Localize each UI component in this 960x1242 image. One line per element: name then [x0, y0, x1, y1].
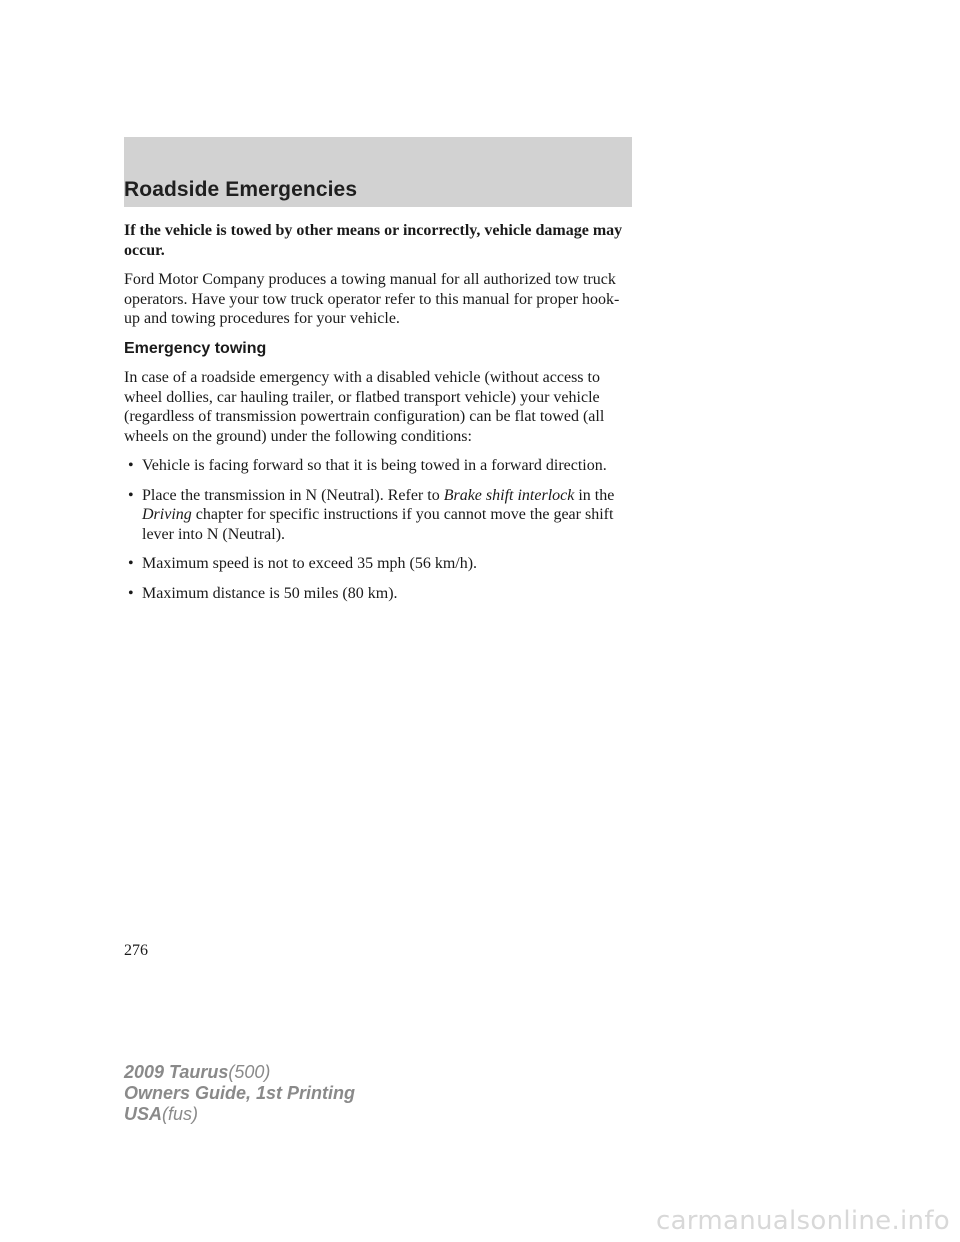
list-item — [124, 456, 634, 476]
footer-guide: Owners Guide, 1st Printing — [124, 1083, 356, 1103]
emergency-towing-heading: Emergency towing — [124, 339, 267, 357]
footer-model-line — [124, 1062, 355, 1083]
list-item — [124, 554, 634, 574]
site-watermark: carmanualsonline.info — [655, 1206, 950, 1236]
page-number: 276 — [124, 942, 148, 959]
emergency-towing-intro: In case of a roadside emergency with a disabled vehicle (without access to wheel dollies, car hauling trailer, or flatbed transport vehicle) your vehicle (regardless of transmission powertrain configuration) can be flat towed (all wheels on the ground) under the following conditions: — [124, 369, 605, 445]
page-content — [124, 221, 634, 613]
list-item-text: Maximum distance is 50 miles (80 km). — [142, 584, 398, 602]
towing-conditions-list — [124, 456, 634, 603]
document-footer — [124, 1062, 355, 1125]
list-item-text-pre: Place the transmission in N (Neutral). Refer to — [142, 486, 440, 504]
footer-model-code: (500) — [228, 1062, 271, 1082]
list-item — [124, 486, 634, 545]
list-item-text-mid: in the — [578, 486, 615, 504]
section-header-bar — [124, 137, 632, 207]
section-title: Roadside Emergencies — [124, 178, 358, 201]
towing-manual-paragraph: Ford Motor Company produces a towing manual for all authorized tow truck operators. Have your tow truck operator refer to this manual for proper hook-up and towing procedures for your vehicle. — [124, 271, 620, 327]
list-item-text: Maximum speed is not to exceed 35 mph (56 km/h). — [142, 555, 478, 572]
bullet-icon: • — [128, 457, 134, 474]
footer-market-code: (fus) — [162, 1104, 199, 1124]
bullet-icon: • — [128, 584, 134, 602]
footer-guide-line — [124, 1083, 355, 1104]
list-item-text-post: chapter for specific instructions if you cannot move the gear shift lever into N (Neutral). — [142, 506, 614, 543]
footer-market: USA — [124, 1104, 163, 1124]
driving-chapter-reference: Driving — [142, 506, 192, 523]
list-item — [124, 584, 634, 604]
brake-shift-interlock-reference: Brake shift interlock — [443, 486, 575, 504]
bullet-icon: • — [128, 486, 134, 504]
footer-market-line — [124, 1104, 355, 1125]
bullet-icon: • — [128, 555, 134, 572]
towing-warning: If the vehicle is towed by other means or incorrectly, vehicle damage may occur. — [124, 222, 623, 259]
list-item-text: Vehicle is facing forward so that it is being towed in a forward direction. — [142, 457, 607, 474]
footer-model: 2009 Taurus — [124, 1062, 229, 1082]
